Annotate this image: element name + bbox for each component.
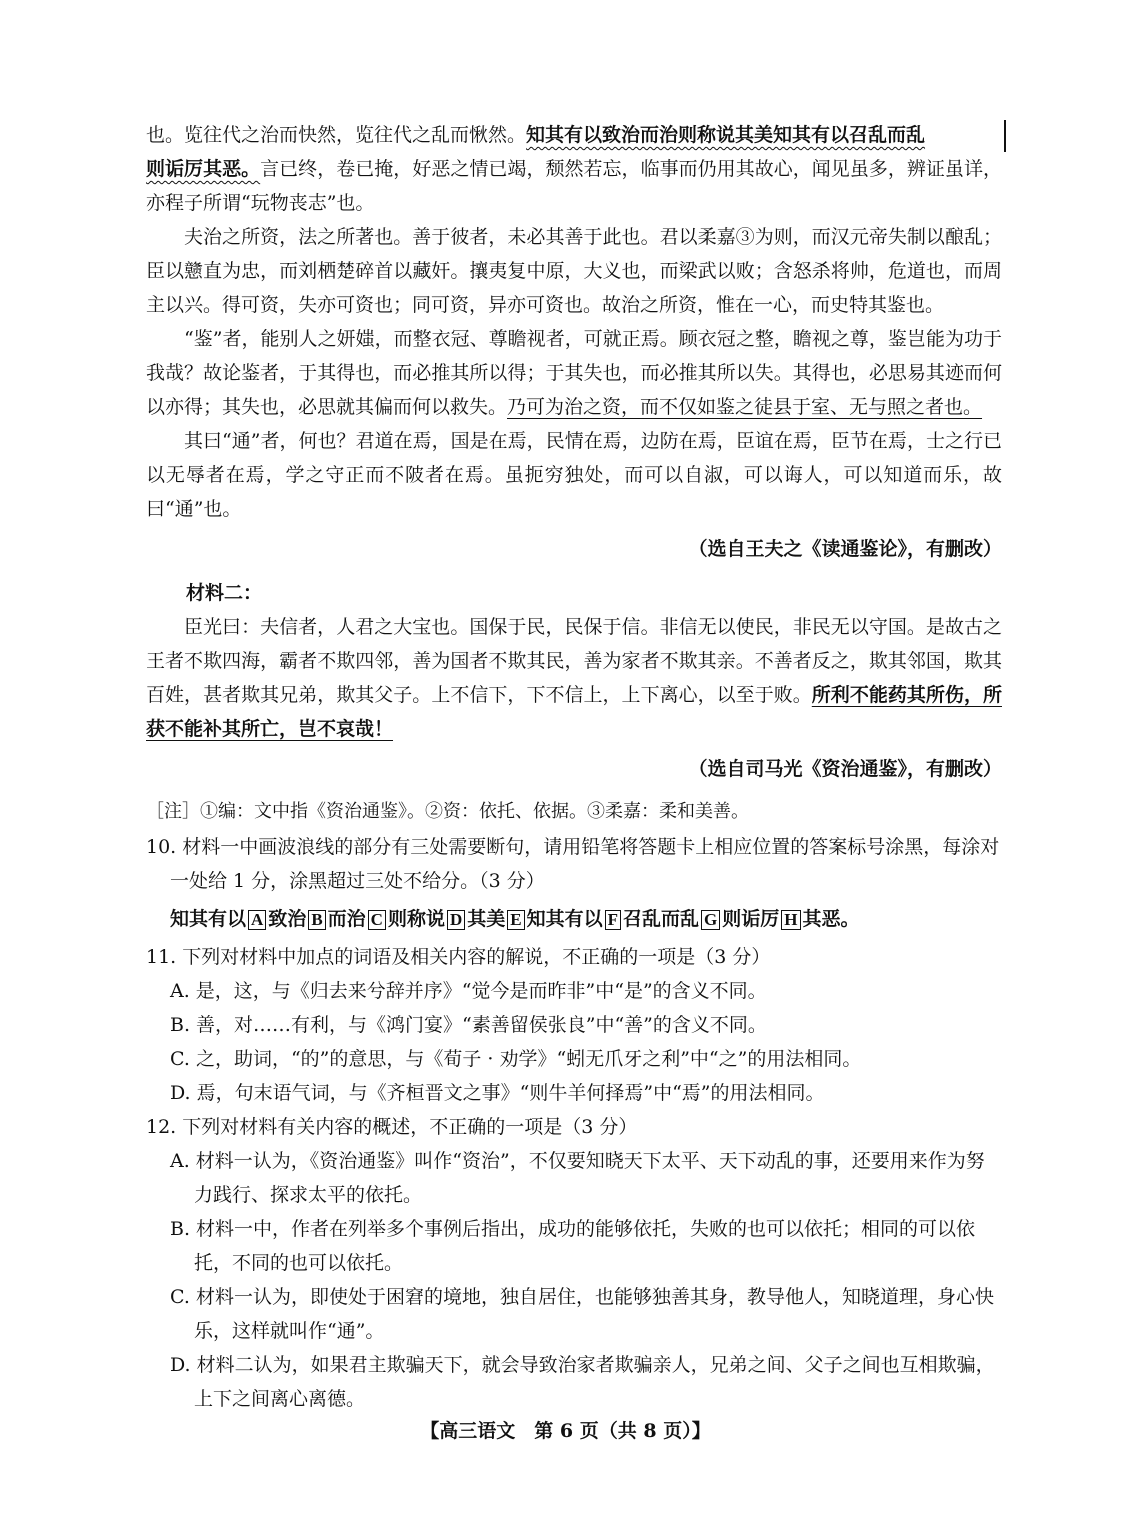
break-option-box[interactable]: E	[507, 910, 524, 930]
footnote: ［注］①编：文中指《资治通鉴》。②资：依托、依据。③柔嘉：柔和美善。	[146, 801, 749, 822]
break-option-box[interactable]: C	[368, 910, 386, 930]
sentence-segment: 其美	[467, 908, 506, 930]
question-11-stem: 11. 下列对材料中加点的词语及相关内容的解说，不正确的一项是（3 分）	[146, 946, 771, 968]
question-12-option-a[interactable]: A. 材料一认为，《资治通鉴》叫作“资治”，不仅要知晓天下太平、天下动乱的事，还要用来作为努力践行、探求太平的依托。	[170, 1150, 985, 1206]
passage-paragraph-4: 其曰“通”者，何也？君道在焉，国是在焉，民情在焉，边防在焉，臣谊在焉，臣节在焉，士之行已以无辱者在焉，学之守正而不陂者在焉。虽扼穷独处，而可以自淑，可以诲人，可以知道而乐，故曰“通”也。	[146, 430, 1002, 520]
sentence-segment: 而治	[327, 908, 366, 930]
passage-text: 臣光曰：夫信者，人君之大宝也。国保于民，民保于信。非信无以使民，非民无以守国。是故古之王者不欺四海，霸者不欺四邻，善为国者不欺其民，善为家者不欺其亲。不善者反之，欺其邻国，欺其百姓，甚者欺其兄弟，欺其父子。上不信下，下不信上，上下离心，以至于败。	[146, 616, 1002, 706]
underlined-text: 乃可为治之资，而不仅如鉴之徒县于室、无与照之者也。	[507, 396, 983, 418]
question-11-option-c[interactable]: C. 之，助词，“的”的意思，与《荀子 · 劝学》“蚓无爪牙之利”中“之”的用法相同。	[170, 1048, 862, 1070]
break-option-box[interactable]: D	[447, 910, 465, 930]
question-12-option-d[interactable]: D. 材料二认为，如果君主欺骗天下，就会导致治家者欺骗亲人，兄弟之间、父子之间也互相欺骗，上下之间离心离德。	[170, 1354, 995, 1410]
underlined-text: 所利不能药其所伤，所获不能补其所亡，岂不哀哉！	[146, 684, 1002, 740]
material-heading: 材料二：	[186, 582, 263, 604]
passage-text: 言已终，卷已掩，好恶之情已竭，颓然若忘，临事而仍用其故心，闻见虽多，辨证虽详，亦程子所谓“玩物丧志”也。	[146, 158, 1002, 214]
sentence-segment: 则称说	[387, 908, 445, 930]
material-two-paragraph	[146, 610, 1002, 746]
page-footer: 【高三语文 第 6 页（共 8 页）】	[420, 1420, 711, 1442]
question-12-option-c[interactable]: C. 材料一认为，即使处于困窘的境地，独自居住，也能够独善其身，教导他人，知晓道理，身心快乐，这样就叫作“通”。	[170, 1286, 994, 1342]
sentence-segment: 知其有以	[170, 908, 247, 930]
break-option-box[interactable]: G	[701, 910, 720, 930]
break-option-box[interactable]: B	[308, 910, 325, 930]
page-content	[146, 118, 1002, 1416]
sentence-segment: 知其有以	[526, 908, 603, 930]
source-citation-1: （选自王夫之《读通鉴论》，有删改）	[688, 538, 1002, 560]
passage-text: “鉴”者，能别人之妍媸，而整衣冠、尊瞻视者，可就正焉。顾衣冠之整，瞻视之尊，鉴岂能为功于我哉？故论鉴者，于其得也，而必推其所以得；于其失也，而必推其所以失。其得也，必思易其迹而何以亦得；其失也，必思就其偏而何以救失。	[146, 328, 1002, 418]
source-citation-2: （选自司马光《资治通鉴》，有删改）	[688, 758, 1002, 780]
passage-paragraph-2: 夫治之所资，法之所著也。善于彼者，未必其善于此也。君以柔嘉③为则，而汉元帝失制以酿乱；臣以戆直为忠，而刘栖楚碎首以藏奸。攘夷复中原，大义也，而梁武以败；含怒杀将帅，危道也，而周主以兴。得可资，失亦可资也；同可资，异亦可资也。故治之所资，惟在一心，而史特其鉴也。	[146, 226, 1002, 316]
break-option-box[interactable]: H	[781, 910, 800, 930]
question-10-stem: 10. 材料一中画波浪线的部分有三处需要断句，请用铅笔将答题卡上相应位置的答案标号涂黑，每涂对一处给 1 分，涂黑超过三处不给分。（3 分）	[146, 836, 1000, 892]
break-option-box[interactable]: F	[605, 910, 621, 930]
wavy-underline-text: 则诟厉其恶。	[146, 158, 261, 180]
break-option-box[interactable]: A	[248, 910, 266, 930]
passage-text: 也。览往代之治而快然，览往代之乱而愀然。	[146, 124, 527, 146]
question-10-sentence	[170, 902, 1002, 936]
wavy-underline-text: 知其有以致治而治则称说其美知其有以召乱而乱	[526, 124, 926, 146]
sentence-segment: 召乱而乱	[623, 908, 700, 930]
margin-mark	[1004, 120, 1006, 152]
sentence-segment: 则诟厉	[722, 908, 780, 930]
passage-paragraph-3	[146, 322, 1002, 424]
sentence-segment: 致治	[268, 908, 307, 930]
question-11-option-a[interactable]: A. 是，这，与《归去来兮辞并序》“觉今是而昨非”中“是”的含义不同。	[170, 980, 767, 1002]
passage-paragraph-1	[146, 118, 1002, 220]
question-12-option-b[interactable]: B. 材料一中，作者在列举多个事例后指出，成功的能够依托，失败的也可以依托；相同的可以依托，不同的也可以依托。	[170, 1218, 976, 1274]
question-12-stem: 12. 下列对材料有关内容的概述，不正确的一项是（3 分）	[146, 1116, 638, 1138]
question-11-option-b[interactable]: B. 善，对……有利，与《鸿门宴》“素善留侯张良”中“善”的含义不同。	[170, 1014, 767, 1036]
sentence-segment: 其恶。	[802, 908, 860, 930]
question-11-option-d[interactable]: D. 焉，句末语气词，与《齐桓晋文之事》“则牛羊何择焉”中“焉”的用法相同。	[170, 1082, 825, 1104]
